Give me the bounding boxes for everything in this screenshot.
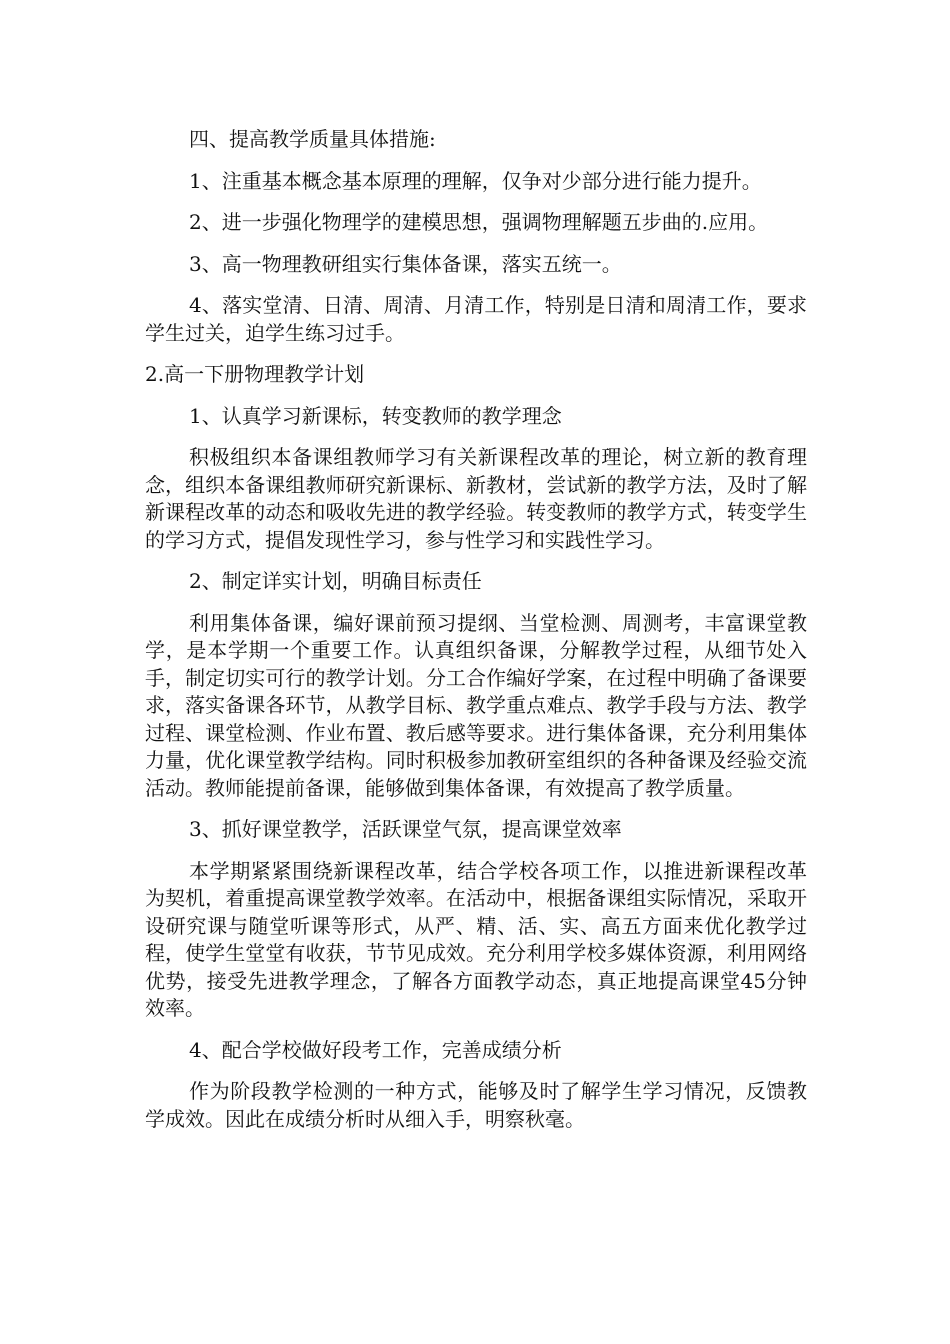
body-paragraph: 积极组织本备课组教师学习有关新课程改革的理论，树立新的教育理念，组织本备课组教师研究新课标、新教材，尝试新的教学方法，及时了解新课程改革的动态和吸收先进的教学经验。转变教师的教学方式，转变学生的学习方式，提倡发现性学习，参与性学习和实践性学习。 xyxy=(145,445,807,552)
list-item: 3、高一物理教研组实行集体备课，落实五统一。 xyxy=(189,251,622,276)
list-item: 4、落实堂清、日清、周清、月清工作，特别是日清和周清工作，要求学生过关，迫学生练习过手。 xyxy=(145,293,807,345)
section-title-plan: 2.高一下册物理教学计划 xyxy=(145,362,365,386)
list-item: 1、注重基本概念基本原理的理解，仅争对少部分进行能力提升。 xyxy=(189,168,762,193)
subheading: 4、配合学校做好段考工作，完善成绩分析 xyxy=(189,1037,562,1062)
subheading: 1、认真学习新课标，转变教师的教学理念 xyxy=(189,403,562,428)
body-paragraph: 本学期紧紧围绕新课程改革，结合学校各项工作，以推进新课程改革为契机，着重提高课堂教学效率。在活动中，根据备课组实际情况，采取开设研究课与随堂听课等形式，从严、精、活、实、高五方面来优化教学过程，使学生堂堂有收获，节节见成效。充分利用学校多媒体资源，利用网络优势，接受先进教学理念，了解各方面教学动态，真正地提高课堂45分钟效率。 xyxy=(145,858,807,1020)
body-paragraph: 作为阶段教学检测的一种方式，能够及时了解学生学习情况，反馈教学成效。因此在成绩分析时从细入手，明察秋毫。 xyxy=(145,1079,807,1131)
document-page xyxy=(145,126,807,1147)
subheading: 2、制定详实计划，明确目标责任 xyxy=(189,569,482,593)
section-heading-measures: 四、提高教学质量具体措施: xyxy=(189,127,436,151)
subheading: 3、抓好课堂教学，活跃课堂气氛，提高课堂效率 xyxy=(189,817,622,841)
body-paragraph: 利用集体备课，编好课前预习提纲、当堂检测、周测考，丰富课堂教学，是本学期一个重要工作。认真组织备课，分解教学过程，从细节处入手，制定切实可行的教学计划。分工合作编好学案，在过程中明确了备课要求，落实备课各环节，从教学目标、教学重点难点、教学手段与方法、教学过程、课堂检测、作业布置、教后感等要求。进行集体备课，充分利用集体力量，优化课堂教学结构。同时积极参加教研室组织的各种备课及经验交流活动。教师能提前备课，能够做到集体备课，有效提高了教学质量。 xyxy=(145,610,807,800)
list-item: 2、进一步强化物理学的建模思想，强调物理解题五步曲的.应用。 xyxy=(189,210,769,234)
